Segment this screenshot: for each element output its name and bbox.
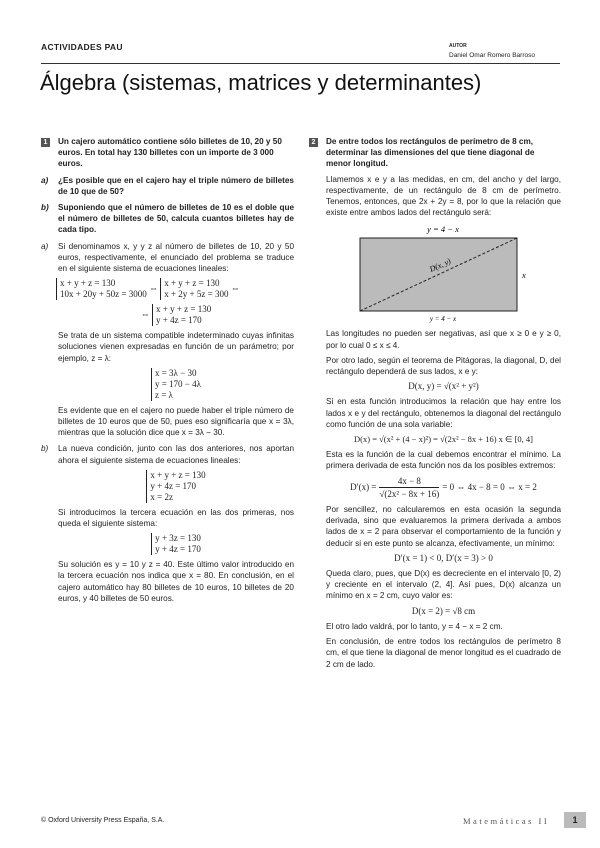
- equation-system-2: ⇔ x + y + z = 130 y + 4z = 170: [140, 304, 212, 326]
- fig-diag-label: D(x, y): [428, 256, 453, 275]
- q1-ans-b-p2: Si introducimos la tercera ecuación en las dos primeras, nos queda el siguiente sistema:: [58, 507, 294, 529]
- equation-diagonal-x: D(x) = √(x² + (4 − x)²) = √(2x² − 8x + 16) x ∈ [0, 4]: [354, 434, 533, 445]
- solution-system: x = 3λ − 30 y = 170 − 4λ z = λ: [58, 368, 294, 401]
- page-number: 1: [564, 812, 586, 828]
- author-block: [449, 42, 535, 60]
- q1-ans-a-p2: Se trata de un sistema compatible indeterminado cuyas infinitas soluciones vienen expresadas en función de un parámetro; por ejemplo, z = λ:: [58, 331, 294, 363]
- equation-system-4: y + 3z = 130 y + 4z = 170: [58, 533, 294, 555]
- fig-bottom-label: y = 4 − x: [429, 315, 457, 324]
- equation-system-1: x + y + z = 130 10x + 20y + 50z = 3000 ⇔ x + y + z = 130 x + 2y + 5z = 300 ⇔: [56, 278, 294, 300]
- question-1: [41, 136, 294, 604]
- footer-copyright: © Oxford University Press España, S.A.: [41, 817, 165, 824]
- q1-a-label: a): [41, 175, 49, 185]
- q1-number: 1: [41, 138, 50, 147]
- q1-ans-b-label: b): [41, 444, 49, 454]
- q1-answer-b: [41, 443, 294, 604]
- q2-p1: Llamemos x e y a las medidas, en cm, del ancho y del largo, respectivamente, de un rectángulo de 8 cm de perímetro. Tenemos, entonces, que 2x + 2y = 8, por lo que la relación que existe entre ambos lados del rectángulo será:: [326, 174, 561, 218]
- rectangle-diagram: [326, 224, 561, 324]
- q2-statement: [309, 136, 561, 170]
- q1-answer-a: [41, 241, 294, 439]
- equation-derivative: D′(x) = $\frac{4x - 8}{\text{√(2x² − 8x + 16)}}$ = 0 ⇔ 4x − 8 = 0 ⇔ x = 2: [350, 475, 537, 499]
- q1-a-text: ¿Es posible que en el cajero hay el triple número de billetes de 10 que de 50?: [58, 175, 294, 196]
- q1-ans-a-p3: Es evidente que en el cajero no puede haber el triple número de billetes de 10 euros que de 50, pues eso significaría que x = 3λ, mientras que la solución dice que x = 3λ − 30.: [58, 405, 294, 438]
- rectangle-figure: [326, 224, 578, 324]
- q1-ans-a-label: a): [41, 241, 49, 251]
- footer-book-title: Matemáticas II: [463, 816, 550, 826]
- author-label: AUTOR: [449, 43, 467, 49]
- page-title: Álgebra (sistemas, matrices y determinantes): [40, 70, 482, 95]
- q2-p7: Queda claro, pues, que D(x) es decreciente en el intervalo [0, 2) y creciente en el intervalo (2, 4]. Así pues, D(x) alcanza un mínimo en x = 2 cm, cuyo valor es:: [326, 569, 561, 601]
- question-2: [309, 136, 561, 670]
- q1-b-label: b): [41, 203, 49, 213]
- q1-ans-b-p3: Su solución es y = 10 y z = 40. Este último valor introducido en la tercera ecuación nos indica que x = 80. En conclusión, en el cajero automático hay 80 billetes de 10 euros, 10 billetes de 20 euros, y 40 billetes de 50 euros.: [58, 560, 294, 603]
- fig-top-label: y = 4 − x: [427, 224, 459, 235]
- equation-system-3: x + y + z = 130 y + 4z = 170 x = 2z: [58, 470, 294, 503]
- q1-b-text: Suponiendo que el número de billetes de 10 es el doble que el número de billetes de 50, calcula cuantos billetes hay de cada tipo.: [58, 203, 294, 235]
- q2-p8: El otro lado valdrá, por lo tanto, y = 4 − x = 2 cm.: [326, 621, 503, 631]
- q2-number: 2: [309, 138, 318, 147]
- q2-p2: Las longitudes no pueden ser negativas, así que x ≥ 0 e y ≥ 0, por lo cual 0 ≤ x ≤ 4.: [326, 329, 561, 350]
- q1-part-a: [41, 175, 294, 197]
- section-label: ACTIVIDADES PAU: [41, 42, 123, 52]
- equation-diagonal: D(x, y) = √(x² + y²): [408, 381, 479, 392]
- q2-p9: En conclusión, de entre todos los rectángulos de perímetro 8 cm, el que tiene la diagonal de menor longitud es el cuadrado de 2 cm de lado.: [326, 637, 561, 669]
- equation-sign-check: D′(x = 1) < 0, D′(x = 3) > 0: [394, 552, 493, 563]
- author-name: Daniel Omar Romero Barroso: [449, 52, 535, 59]
- q1-ans-b-p1: La nueva condición, junto con las dos anteriores, nos aportan ahora el siguiente sistema de ecuaciones lineales:: [58, 444, 294, 465]
- fig-side-label: x: [522, 270, 526, 281]
- q2-p4: Si en esta función introducimos la relación que hay entre los lados x e y del rectángulo, obtenemos la diagonal del rectángulo como función de una sola variable:: [326, 397, 561, 429]
- q1-ans-a-p1: Si denominamos x, y y z al número de billetes de 10, 20 y 50 euros, respectivamente, el enunciado del problema se traduce en el siguiente sistema de ecuaciones lineales:: [58, 241, 294, 274]
- q2-p3: Por otro lado, según el teorema de Pitágoras, la diagonal, D, del rectángulo dependerá de sus lados, x e y:: [326, 355, 561, 377]
- q1-part-b: [41, 202, 294, 236]
- q2-statement-text: De entre todos los rectángulos de perímetro de 8 cm, determinar las dimensiones del que tiene diagonal de menor longitud.: [326, 137, 535, 169]
- q1-statement-text: Un cajero automático contiene sólo billetes de 10, 20 y 50 euros. En total hay 130 billetes con un importe de 3 000 euros.: [58, 137, 282, 169]
- q2-p5: Esta es la función de la cual debemos encontrar el mínimo. La primera derivada de esta función nos da los posibles extremos:: [326, 450, 561, 471]
- equation-minimum: D(x = 2) = √8 cm: [411, 605, 476, 616]
- q2-p6: Por sencillez, no calcularemos en esta ocasión la segunda derivada, sino que evaluaremos la primera derivada a ambos lados de x = 2 para observar el comportamiento de la función y deducir si en este punto se alcanza, efectivamente, un mínimo:: [326, 505, 561, 548]
- header-divider: [41, 63, 560, 64]
- q1-statement: [41, 136, 294, 170]
